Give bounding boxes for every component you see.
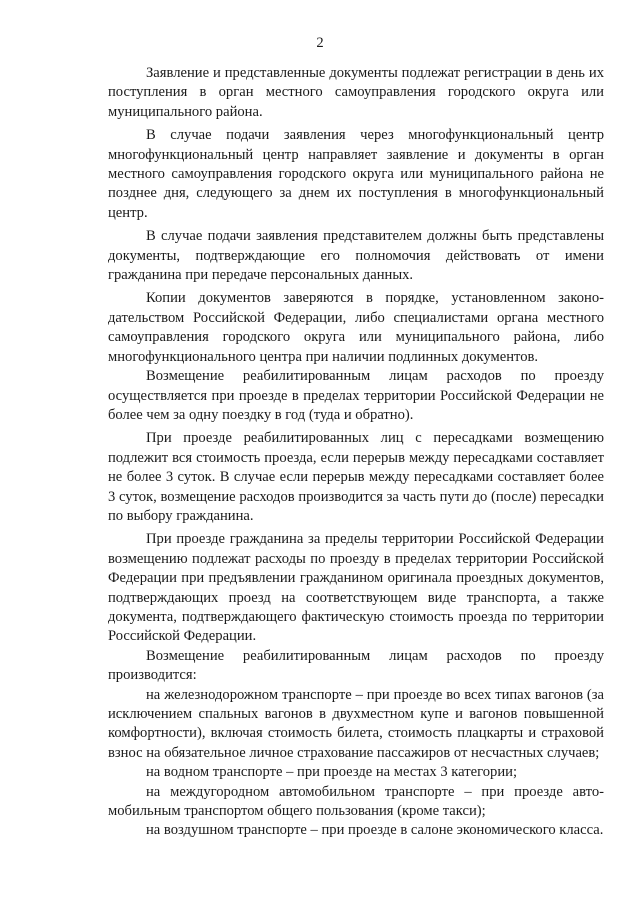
document-body: [108, 60, 604, 841]
paragraph-copies-certification: Копии документов заверяются в порядке, установленном законодательством Российской Федерации, либо специалистами органа местного самоуправления городского округа или муниципального района, либо многофункционального центра при наличии подлинных документов.: [108, 290, 604, 365]
paragraph-compensation-scope: Возмещение реабилитированным лицам расходов по проезду осуществляется при проезде в пределах территории Российской Федерации не более чем за одну поездку в год (туда и обратно).: [108, 368, 604, 423]
paragraph-bus: на междугородном автомобильном транспорте – при проезде автомобильным транспортом общего пользования (кроме такси);: [108, 783, 604, 820]
paragraph-air: на воздушном транспорте – при проезде в салоне экономического класса.: [146, 822, 604, 839]
paragraph-transfers: При проезде реабилитированных лиц с пересадками возмещению подлежит вся стоимость проезда, если перерыв между пересадками составляет не более 3 суток. В случае если перерыв между пересадками составляет более 3 суток, возмещение расходов производится за часть пути до (после) пересадки по выбору гражданина.: [108, 430, 604, 524]
page-number: 2: [316, 35, 324, 51]
paragraph-compensation-modes: Возмещение реабилитированным лицам расходов по проезду производится:: [108, 647, 604, 684]
paragraph-railway: на железнодорожном транспорте – при проезде во всех типах вагонов (за исключением спальных вагонов в двухместном купе и вагонов повышенной комфортности), включая стоимость билета, стоимость плацкарты и страховой взнос на обязательное личное страхование пассажиров от несчастных случаев;: [108, 686, 604, 761]
paragraph-representative: В случае подачи заявления представителем должны быть представлены документы, подтверждающие его полномочия действовать от имени гражданина при передаче персональных данных.: [108, 228, 604, 284]
paragraph-mfc-submission: В случае подачи заявления через многофункциональный центр многофункциональный центр направляет заявление и документы в орган местного самоуправления городского округа или муниципального района не позднее дня, следующего за днем их поступления в многофункциональный центр.: [108, 127, 604, 221]
paragraph-abroad-travel: При проезде гражданина за пределы территории Российской Федерации возмещению подлежат расходы по проезду в пределах территории Российской Федерации при предъявлении гражданином оригинала проездных документов, подтверждающих проезд на соответствующем виде транспорта, а также документа, подтверждающего фактическую стоимость проезда по территории Российской Федерации.: [108, 531, 604, 645]
paragraph-water: на водном транспорте – при проезде на местах 3 категории;: [146, 764, 517, 781]
paragraph-registration: Заявление и представленные документы подлежат регистрации в день их поступления в орган местного самоуправления городского округа или муниципального района.: [108, 65, 604, 120]
